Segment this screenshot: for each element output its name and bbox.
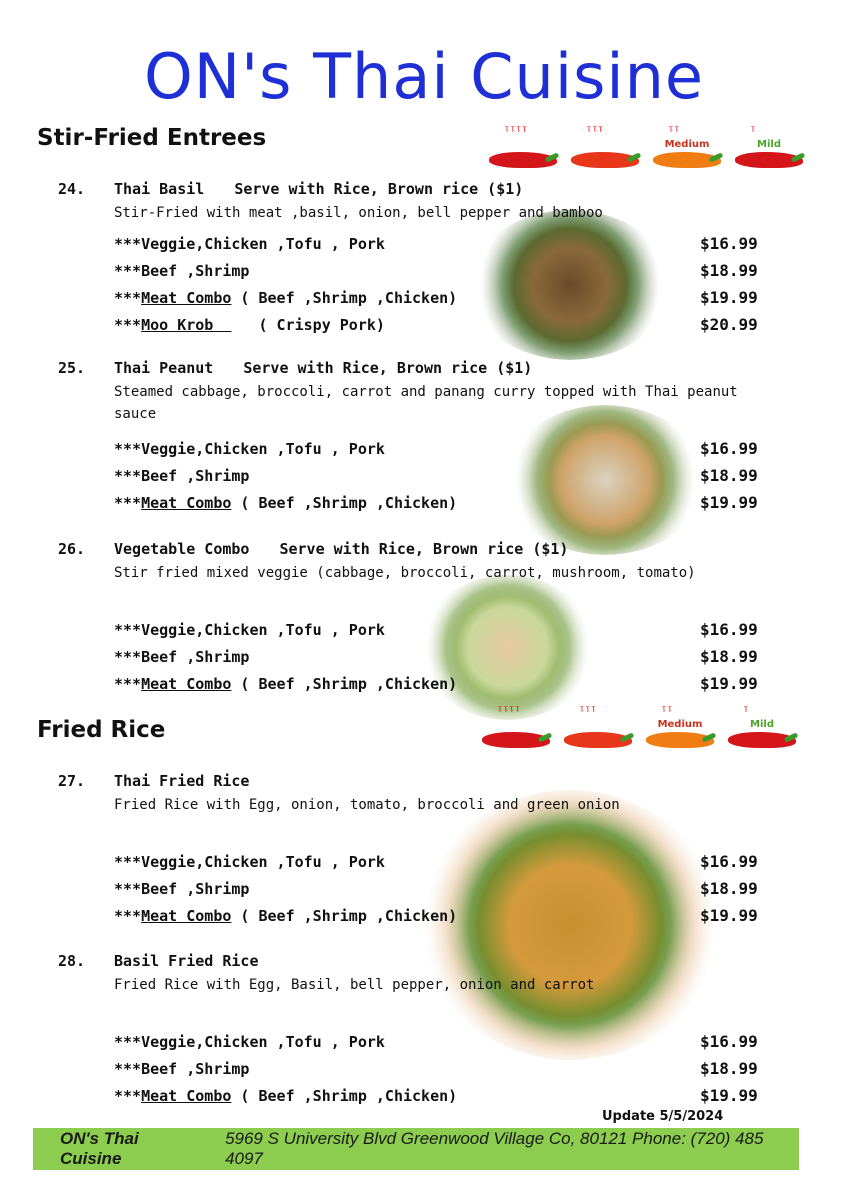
price-row: ***Meat Combo ( Beef ,Shrimp ,Chicken) $19.99 [114,489,788,516]
item-description: Fried Rice with Egg, Basil, bell pepper, onion and carrot [114,977,595,993]
item-serve-note: Serve with Rice, Brown rice ($1) [279,540,569,558]
menu-item-27 [58,768,788,929]
price: $16.99 [700,1032,758,1051]
footer-address: 5969 S University Blvd Greenwood Village Co, 80121 Phone: (720) 485 4097 [225,1129,764,1168]
menu-item-24 [58,176,788,338]
price: $19.99 [700,1086,758,1105]
footer-bar [33,1128,799,1170]
price-row: ***Beef ,Shrimp $18.99 [114,462,788,489]
item-serve-note: Serve with Rice, Brown rice ($1) [243,359,533,377]
price: $20.99 [700,315,758,334]
price: $18.99 [700,1059,758,1078]
price: $16.99 [700,852,758,871]
item-description: Stir fried mixed veggie (cabbage, broccoli, carrot, mushroom, tomato) [114,565,696,581]
item-name: Thai Peanut [114,359,214,377]
restaurant-title: ON's Thai Cuisine [143,40,705,113]
menu-item-26 [58,536,788,697]
spice-mild-icon: ᵎ Mild [731,124,807,174]
price-row: ***Meat Combo ( Beef ,Shrimp ,Chicken) $19.99 [114,284,788,311]
menu-item-25 [58,355,788,516]
item-number: 24. [58,180,86,198]
spice-mild-icon: ᵎ Mild [724,704,800,754]
spice-super-hot-icon: ᵎᵎᵎᵎ Super Hot [485,124,561,174]
price-row: ***Moo Krob ( Crispy Pork) $20.99 [114,311,788,338]
price: $18.99 [700,647,758,666]
menu-item-28 [58,948,788,1109]
item-serve-note: Serve with Rice, Brown rice ($1) [234,180,524,198]
price: $16.99 [700,234,758,253]
item-description: Fried Rice with Egg, onion, tomato, broccoli and green onion [114,797,620,813]
spice-hot-icon: ᵎᵎᵎ Hot [567,124,643,174]
price: $18.99 [700,879,758,898]
item-description: Steamed cabbage, broccoli, carrot and panang curry topped with Thai peanut sauce [114,384,738,422]
section-title-stir-fried: Stir-Fried Entrees [37,125,267,151]
price: $16.99 [700,439,758,458]
price: $19.99 [700,493,758,512]
item-number: 25. [58,359,86,377]
price: $19.99 [700,674,758,693]
price-row: ***Veggie,Chicken ,Tofu , Pork $16.99 [114,435,788,462]
price-row: ***Veggie,Chicken ,Tofu , Pork $16.99 [114,616,788,643]
item-name: Basil Fried Rice [114,952,259,970]
item-number: 26. [58,540,86,558]
item-number: 27. [58,772,86,790]
price-row: ***Meat Combo ( Beef ,Shrimp ,Chicken) $19.99 [114,1082,788,1109]
price-row: ***Veggie,Chicken ,Tofu , Pork $16.99 [114,230,788,257]
price: $16.99 [700,620,758,639]
update-date: Update 5/5/2024 [602,1109,724,1124]
price-row: ***Meat Combo ( Beef ,Shrimp ,Chicken) $19.99 [114,670,788,697]
spice-medium-icon: ᵎᵎ Medium [642,704,718,754]
price: $18.99 [700,261,758,280]
price: $19.99 [700,906,758,925]
price-row: ***Beef ,Shrimp $18.99 [114,643,788,670]
item-name: Vegetable Combo [114,540,250,558]
spice-legend [485,124,807,174]
price-row: ***Meat Combo ( Beef ,Shrimp ,Chicken) $19.99 [114,902,788,929]
spice-hot-icon: ᵎᵎᵎ Hot [560,704,636,754]
item-name: Thai Basil [114,180,205,198]
price-row: ***Veggie,Chicken ,Tofu , Pork $16.99 [114,848,788,875]
spice-medium-icon: ᵎᵎ Medium [649,124,725,174]
price-row: ***Beef ,Shrimp $18.99 [114,257,788,284]
footer-restaurant-name: ON's Thai Cuisine [60,1129,139,1168]
price-row: ***Veggie,Chicken ,Tofu , Pork $16.99 [114,1028,788,1055]
item-name: Thai Fried Rice [114,772,250,790]
price: $18.99 [700,466,758,485]
spice-legend [478,704,800,754]
spice-super-hot-icon: ᵎᵎᵎᵎ Super Hot [478,704,554,754]
price-row: ***Beef ,Shrimp $18.99 [114,1055,788,1082]
section-title-fried-rice: Fried Rice [37,717,166,743]
item-description: Stir-Fried with meat ,basil, onion, bell pepper and bamboo [114,205,603,221]
price: $19.99 [700,288,758,307]
item-number: 28. [58,952,86,970]
price-row: ***Beef ,Shrimp $18.99 [114,875,788,902]
